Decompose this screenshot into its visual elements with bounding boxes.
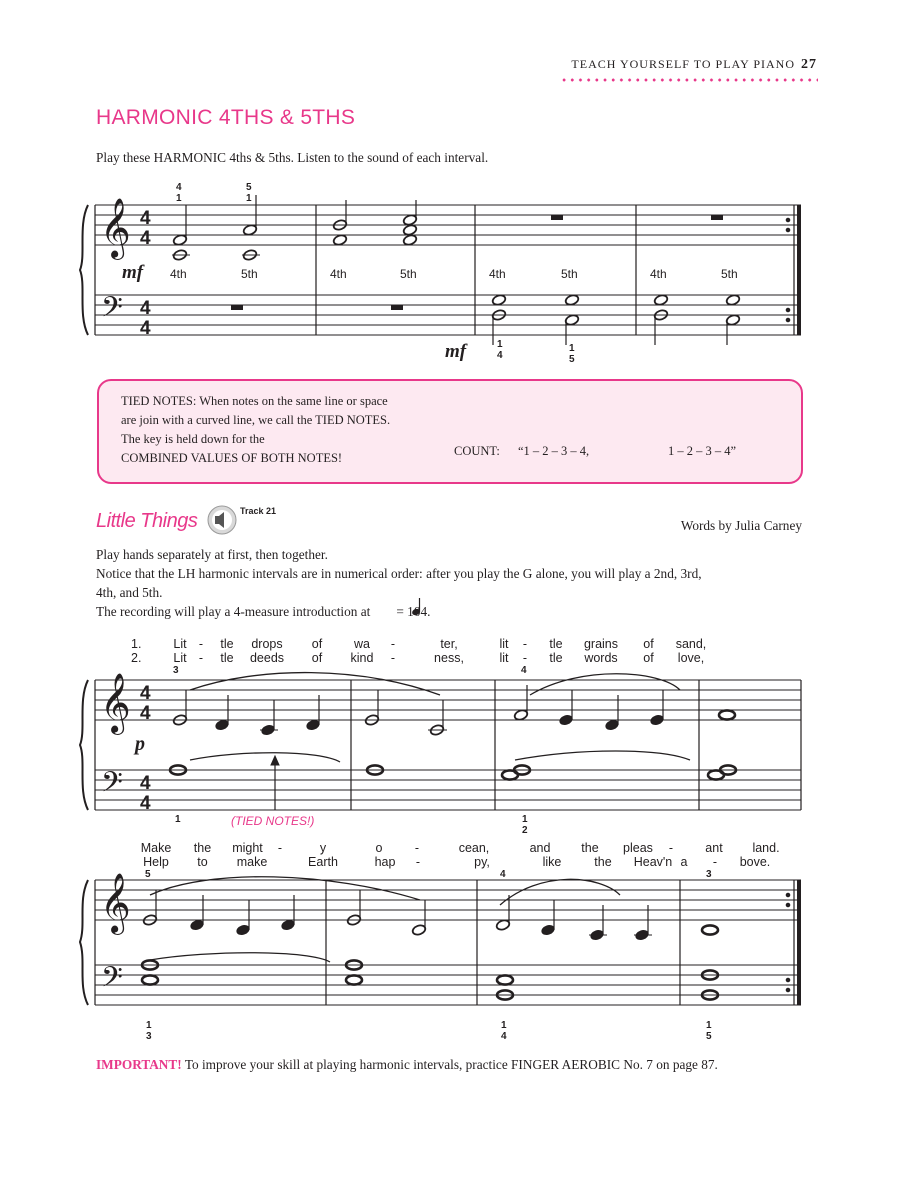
treble-clef-icon: 𝄞 — [100, 674, 131, 732]
song-instructions — [96, 545, 702, 621]
song-credit: Words by Julia Carney — [680, 518, 802, 533]
dynamic-p: p — [135, 733, 145, 755]
bass-clef-icon: 𝄢 — [101, 292, 123, 330]
treble-clef-icon: 𝄞 — [100, 874, 131, 932]
section-title: HARMONIC 4THS & 5THS — [96, 106, 356, 129]
lyric-syllable: grains — [583, 637, 619, 651]
running-head-title: TEACH YOURSELF TO PLAY PIANO — [571, 57, 795, 71]
lyric-syllable: tle — [549, 651, 563, 665]
lyric-syllable: - — [415, 855, 421, 869]
lyric-syllable: bove. — [739, 855, 771, 869]
lh-notes-system-2 — [170, 765, 736, 779]
count-label: COUNT: — [454, 444, 500, 458]
dynamic-mf: mf — [122, 262, 144, 283]
lyric-syllable: py, — [474, 855, 490, 869]
lyric-syllable: kind — [350, 651, 374, 665]
rh-notes-system-3 — [142, 890, 718, 941]
instruction-line: Play hands separately at first, then together. — [96, 547, 328, 562]
lyric-syllable: drops — [251, 637, 283, 651]
lyrics-line-3 — [132, 841, 786, 855]
lyric-syllable: - — [522, 637, 528, 651]
lyric-syllable: - — [712, 855, 718, 869]
audio-track-icon[interactable] — [208, 506, 236, 534]
lyric-syllable: lit — [499, 651, 509, 665]
lyric-syllable: - — [668, 841, 674, 855]
tied-box-line: The key is held down for the — [121, 432, 265, 446]
time-sig-top: 4 — [140, 773, 151, 794]
lyric-syllable: of — [643, 637, 654, 651]
lh-notes-system-3 — [142, 960, 718, 999]
lyric-syllable: a — [680, 855, 688, 869]
important-label: IMPORTANT! — [96, 1057, 182, 1072]
lyric-syllable: the — [193, 841, 212, 855]
instruction-line: Notice that the LH harmonic intervals are in numerical order: after you play the G alone, you will play a 2nd, 3rd, — [96, 566, 702, 581]
tied-box-line: TIED NOTES: When notes on the same line or space — [121, 394, 388, 408]
lyric-syllable: - — [414, 841, 420, 855]
count-second: 1 – 2 – 3 – 4” — [668, 444, 737, 458]
system-2 — [80, 673, 801, 810]
song-title: Little Things — [96, 510, 198, 532]
rh-fingering: 3 — [173, 665, 179, 676]
rh-fingering: 3 — [706, 869, 712, 880]
lyric-syllable: and — [529, 841, 551, 855]
lyric-syllable: Lit — [173, 637, 187, 651]
lh-notes-system-1 — [491, 294, 740, 345]
lyric-syllable: tle — [220, 651, 234, 665]
rh-fingering: 5 — [145, 869, 151, 880]
lyric-syllable: o — [375, 841, 383, 855]
rh-fingering: 4 — [500, 869, 506, 880]
system-3 — [80, 877, 801, 1005]
lyric-syllable: Lit — [173, 651, 187, 665]
lyric-syllable: Earth — [308, 855, 338, 869]
lyric-syllable: tle — [220, 637, 234, 651]
lh-fingering-1: 1 4 — [497, 339, 503, 361]
lyric-syllable: - — [198, 637, 204, 651]
time-sig-top: 4 — [140, 208, 151, 229]
important-text: To improve your skill at playing harmonic intervals, practice FINGER AEROBIC No. 7 on page 87. — [184, 1057, 718, 1072]
lh-fingering: 1 2 — [522, 814, 528, 836]
lh-fingering: 1 5 — [706, 1020, 712, 1042]
lh-fingering: 1 4 — [501, 1020, 507, 1042]
rh-fingering-1: 4 1 — [176, 182, 182, 204]
rh-notes-system-2 — [172, 685, 735, 736]
lyric-syllable: of — [311, 637, 323, 651]
lyric-syllable: deeds — [249, 651, 285, 665]
lyric-syllable: ter, — [440, 637, 458, 651]
interval-label: 5th — [400, 267, 417, 281]
section-instruction: Play these HARMONIC 4ths & 5ths. Listen to the sound of each interval. — [96, 150, 489, 165]
interval-label: 4th — [489, 267, 506, 281]
time-sig-bottom: 4 — [140, 318, 151, 339]
instruction-line: The recording will play a 4-measure introduction at — [96, 604, 371, 619]
lyric-syllable: - — [277, 841, 283, 855]
lyrics-line-1 — [170, 637, 711, 651]
interval-label: 5th — [721, 267, 738, 281]
count-first: “1 – 2 – 3 – 4, — [518, 444, 590, 458]
time-sig-top: 4 — [140, 298, 151, 319]
system-1 — [80, 205, 801, 335]
time-sig-bottom: 4 — [140, 228, 151, 249]
track-label: Track 21 — [240, 506, 277, 516]
time-sig-top: 4 — [140, 683, 151, 704]
lyric-syllable: of — [643, 651, 654, 665]
lyric-syllable: Heav'n — [633, 855, 673, 869]
rh-fingering-2: 5 1 — [246, 182, 252, 204]
time-sig-bottom: 4 — [140, 793, 151, 814]
lyrics-line-4 — [132, 855, 775, 869]
lyric-syllable: - — [390, 651, 396, 665]
rh-notes-system-1 — [172, 195, 723, 310]
lyric-syllable: tle — [549, 637, 563, 651]
lyric-syllable: the — [581, 841, 599, 855]
interval-label: 4th — [330, 267, 347, 281]
lyric-syllable: sand, — [675, 637, 707, 651]
important-note — [96, 1057, 718, 1073]
lyric-syllable: wa — [354, 637, 370, 651]
lyric-syllable: - — [390, 637, 396, 651]
lyric-syllable: pleas — [623, 841, 653, 855]
bass-clef-icon: 𝄢 — [101, 962, 123, 1000]
lyric-syllable: love, — [677, 651, 705, 665]
lyric-syllable: hap — [374, 855, 396, 869]
lyric-syllable: ant — [705, 841, 723, 855]
lyric-syllable: lit — [499, 637, 509, 651]
interval-label: 4th — [170, 267, 187, 281]
lh-fingering-2: 1 5 — [569, 343, 575, 365]
tied-notes-description — [121, 392, 390, 468]
tied-box-line: are join with a curved line, we call the TIED NOTES. — [121, 413, 391, 427]
lyric-syllable: ness, — [434, 651, 464, 665]
lyrics-line-2 — [170, 651, 711, 665]
lyric-syllable: Make — [140, 841, 172, 855]
lyric-syllable: to — [197, 855, 208, 869]
lyric-syllable: of — [311, 651, 323, 665]
instruction-line: 4th, and 5th. — [96, 585, 163, 600]
interval-label: 5th — [241, 267, 258, 281]
lyric-syllable: Help — [143, 855, 169, 869]
lyric-syllable: y — [319, 841, 327, 855]
lyric-syllable: might — [232, 841, 263, 855]
lyric-syllable: land. — [752, 841, 780, 855]
tempo-value: = 104. — [396, 604, 431, 619]
tied-notes-annotation: (TIED NOTES!) — [231, 814, 315, 828]
lyric-syllable: make — [236, 855, 268, 869]
lyric-syllable: the — [594, 855, 612, 869]
verse-numbers: 1. 2. — [131, 637, 142, 665]
lyric-syllable: cean, — [458, 841, 490, 855]
time-sig-bottom: 4 — [140, 703, 151, 724]
page-number: 27 — [801, 57, 817, 72]
lh-fingering: 1 3 — [146, 1020, 152, 1042]
bass-clef-icon: 𝄢 — [101, 767, 123, 805]
dynamic-mf: mf — [445, 341, 467, 362]
treble-clef-icon: 𝄞 — [100, 199, 131, 257]
lh-fingering: 1 — [175, 814, 181, 825]
interval-label: 4th — [650, 267, 667, 281]
lyric-syllable: like — [542, 855, 562, 869]
tied-box-line: COMBINED VALUES OF BOTH NOTES! — [121, 451, 343, 465]
lyric-syllable: words — [584, 651, 618, 665]
interval-label: 5th — [561, 267, 578, 281]
lyric-syllable: - — [522, 651, 528, 665]
rh-fingering: 4 — [521, 665, 527, 676]
lyric-syllable: - — [198, 651, 204, 665]
